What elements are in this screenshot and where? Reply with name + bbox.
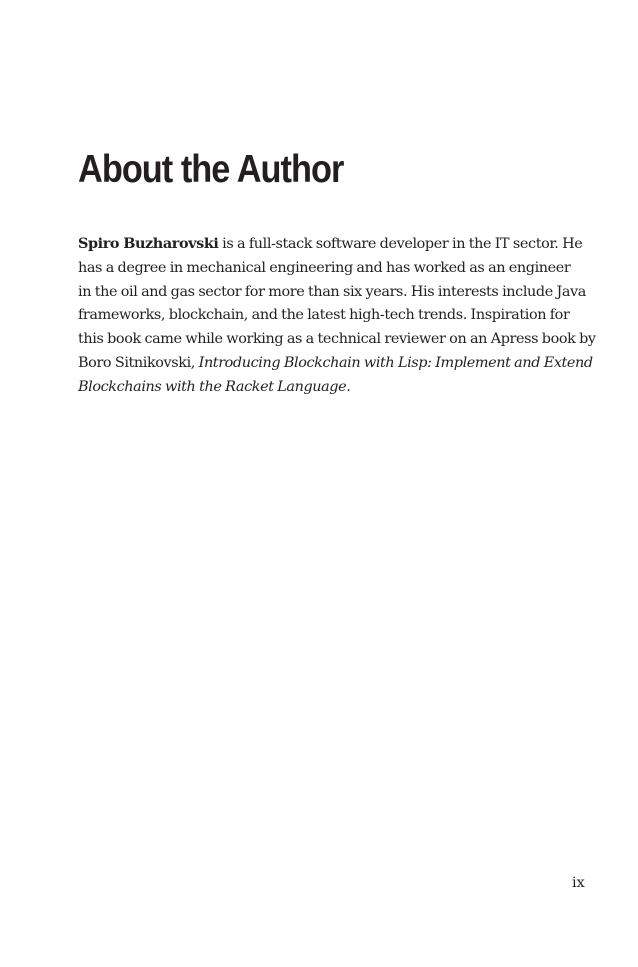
bio-line-7 (78, 376, 598, 400)
bio-text: Boro Sitnikovski, (78, 354, 199, 371)
bio-line-3: in the oil and gas sector for more than six years. His interests include Java (78, 283, 586, 300)
author-name: Spiro Buzharovski (78, 235, 219, 252)
bio-line-2: has a degree in mechanical engineering and has worked as an engineer (78, 259, 571, 276)
book-title-continued: Blockchains with the Racket Language (78, 378, 347, 395)
bio-text: is a full-stack software developer in the IT sector. He (218, 236, 583, 252)
bio-line-6 (78, 352, 598, 376)
bio-line-4: frameworks, blockchain, and the latest high-tech trends. Inspiration for (78, 307, 570, 324)
section-heading: About the Author (78, 148, 344, 191)
bio-line-5: this book came while working as a technical reviewer on an Apress book by (78, 331, 596, 348)
author-bio-paragraph (78, 232, 598, 400)
book-title: Introducing Blockchain with Lisp: Implement and Extend (198, 354, 593, 371)
bio-text: . (346, 378, 351, 395)
bio-line-1 (78, 232, 598, 257)
page-number: ix (572, 875, 585, 891)
